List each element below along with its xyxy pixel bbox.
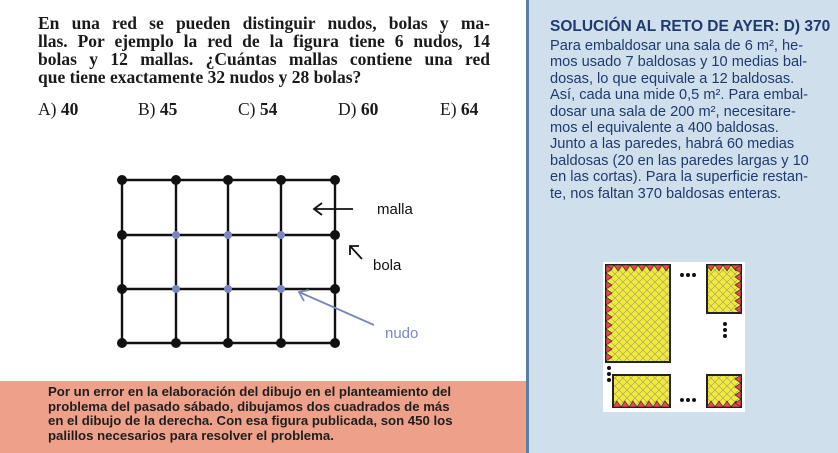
option-b bbox=[138, 99, 177, 120]
net-grid bbox=[122, 180, 335, 343]
question-line: llas. Por ejemplo la red de la figura tiene 6 nudos, 14 bbox=[38, 31, 490, 51]
option-a bbox=[38, 99, 78, 120]
label-nudo: nudo bbox=[385, 325, 419, 342]
question-line: En una red se pueden distinguir nudos, bolas y ma- bbox=[38, 13, 490, 33]
solution-line: dosas, lo que equivale a 12 baldosas. bbox=[550, 70, 795, 87]
solution-line: mos el equivalente a 400 baldosas. bbox=[550, 120, 779, 137]
solution-line: baldosas (20 en las paredes largas y 10 bbox=[550, 152, 809, 169]
tiled-floor-diagram bbox=[603, 262, 745, 412]
option-value: 64 bbox=[460, 99, 479, 119]
option-value: 54 bbox=[259, 99, 278, 119]
option-c bbox=[238, 99, 277, 120]
option-letter: A) bbox=[38, 99, 57, 119]
solution-title: SOLUCIÓN AL RETO DE AYER: D) 370 bbox=[550, 18, 831, 35]
option-letter: C) bbox=[238, 99, 256, 119]
option-value: 40 bbox=[60, 99, 79, 119]
net-figure bbox=[100, 160, 460, 360]
solution-line: dosar una sala de 200 m², necesitare- bbox=[550, 103, 796, 120]
errata-box bbox=[0, 381, 526, 453]
option-letter: D) bbox=[338, 99, 357, 119]
errata-line: Por un error en la elaboración del dibujo en el planteamiento del bbox=[48, 384, 452, 399]
option-letter: B) bbox=[138, 99, 156, 119]
label-malla: malla bbox=[377, 201, 413, 218]
option-value: 60 bbox=[360, 99, 379, 119]
question-line: bolas y 12 mallas. ¿Cuántas mallas contiene una red bbox=[38, 49, 490, 69]
errata-text bbox=[48, 385, 488, 443]
puzzle-question bbox=[38, 14, 490, 86]
label-bola: bola bbox=[373, 257, 402, 274]
solution-line: Junto a las paredes, habrá 60 medias bbox=[550, 136, 795, 153]
errata-line: palillos necesarios para resolver el problema. bbox=[48, 427, 334, 443]
option-value: 45 bbox=[159, 99, 178, 119]
option-letter: E) bbox=[440, 99, 457, 119]
option-d bbox=[338, 99, 378, 120]
solution-line: te, nos faltan 370 baldosas enteras. bbox=[550, 185, 782, 202]
errata-line: en el dibujo de la derecha. Con esa figura publicada, son 450 los bbox=[48, 413, 453, 428]
arrow-bola-icon bbox=[350, 246, 362, 259]
arrow-malla-icon bbox=[314, 203, 353, 215]
solution-line: en las cortas). Para la superficie restan- bbox=[550, 169, 808, 186]
errata-line: problema del pasado sábado, dibujamos dos cuadrados de más bbox=[48, 398, 450, 414]
solution-text bbox=[550, 38, 814, 202]
option-e bbox=[440, 99, 478, 120]
solution-line: Así, cada una mide 0,5 m². Para embal- bbox=[550, 87, 808, 104]
solution-line: Para embaldosar una sala de 6 m², he- bbox=[550, 38, 804, 54]
solution-line: mos usado 7 baldosas y 10 medias bal- bbox=[550, 54, 808, 71]
question-line: que tiene exactamente 32 nudos y 28 bolas? bbox=[38, 67, 362, 87]
arrow-nudo-icon bbox=[299, 290, 374, 325]
